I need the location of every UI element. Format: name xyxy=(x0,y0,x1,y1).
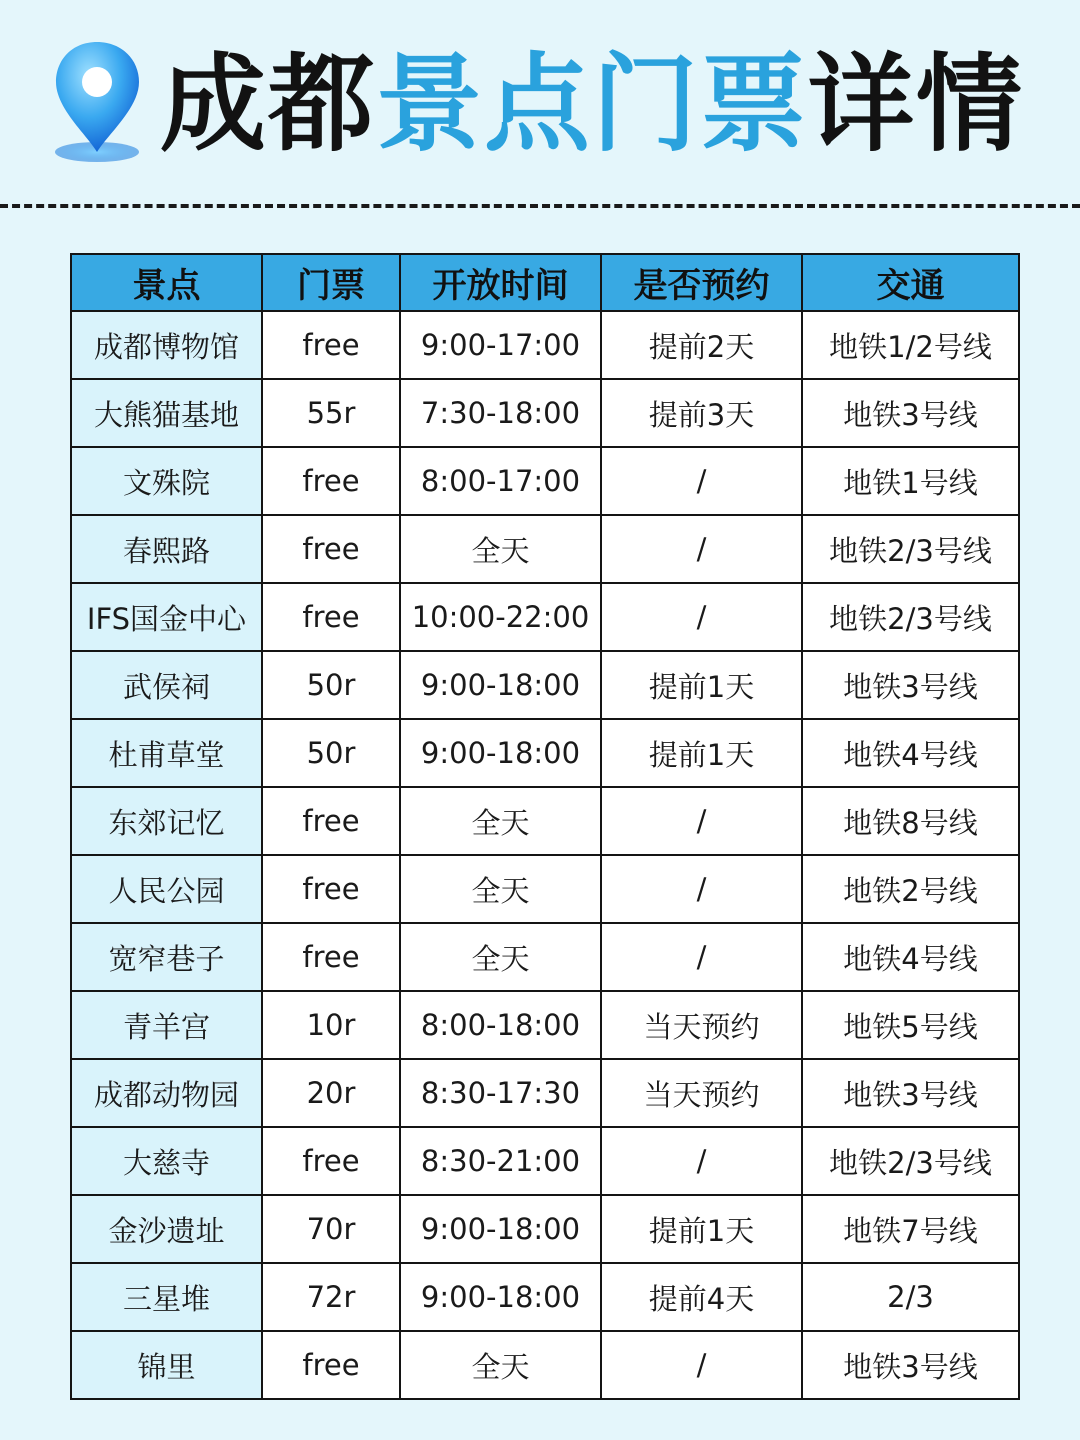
transport: 地铁3号线 xyxy=(802,651,1019,719)
ticket-price: 10r xyxy=(262,991,400,1059)
transport: 地铁4号线 xyxy=(802,719,1019,787)
ticket-price: 55r xyxy=(262,379,400,447)
opening-hours: 7:30-18:00 xyxy=(400,379,601,447)
ticket-price: 70r xyxy=(262,1195,400,1263)
transport: 地铁2/3号线 xyxy=(802,515,1019,583)
location-pin-icon xyxy=(50,38,145,168)
reservation: / xyxy=(601,855,802,923)
attraction-name: 文殊院 xyxy=(71,447,262,515)
opening-hours: 9:00-18:00 xyxy=(400,651,601,719)
dashed-divider xyxy=(0,204,1080,208)
header-ticket: 门票 xyxy=(262,254,400,311)
attraction-name: IFS国金中心 xyxy=(71,583,262,651)
reservation: / xyxy=(601,515,802,583)
title-part-city: 成都 xyxy=(160,43,376,166)
table-row xyxy=(71,1059,1019,1127)
transport: 地铁1号线 xyxy=(802,447,1019,515)
attractions-table xyxy=(70,253,1020,1400)
opening-hours: 9:00-18:00 xyxy=(400,1195,601,1263)
attraction-name: 青羊宫 xyxy=(71,991,262,1059)
reservation: 提前1天 xyxy=(601,651,802,719)
reservation: 提前1天 xyxy=(601,1195,802,1263)
table-row xyxy=(71,991,1019,1059)
ticket-price: free xyxy=(262,923,400,991)
transport: 2/3 xyxy=(802,1263,1019,1331)
opening-hours: 全天 xyxy=(400,787,601,855)
ticket-price: free xyxy=(262,515,400,583)
attraction-name: 锦里 xyxy=(71,1331,262,1399)
ticket-price: 50r xyxy=(262,719,400,787)
table-row xyxy=(71,379,1019,447)
transport: 地铁1/2号线 xyxy=(802,311,1019,379)
table-row xyxy=(71,447,1019,515)
reservation: / xyxy=(601,923,802,991)
reservation: 当天预约 xyxy=(601,991,802,1059)
reservation: / xyxy=(601,447,802,515)
ticket-price: free xyxy=(262,583,400,651)
opening-hours: 9:00-17:00 xyxy=(400,311,601,379)
attraction-name: 成都动物园 xyxy=(71,1059,262,1127)
table-row xyxy=(71,1331,1019,1399)
reservation: 提前3天 xyxy=(601,379,802,447)
transport: 地铁2号线 xyxy=(802,855,1019,923)
table-row xyxy=(71,1263,1019,1331)
attraction-name: 武侯祠 xyxy=(71,651,262,719)
reservation: / xyxy=(601,1127,802,1195)
transport: 地铁4号线 xyxy=(802,923,1019,991)
ticket-price: free xyxy=(262,1331,400,1399)
header-transport: 交通 xyxy=(802,254,1019,311)
header-reservation: 是否预约 xyxy=(601,254,802,311)
reservation: 提前2天 xyxy=(601,311,802,379)
table-row xyxy=(71,1127,1019,1195)
attraction-name: 大熊猫基地 xyxy=(71,379,262,447)
attraction-name: 成都博物馆 xyxy=(71,311,262,379)
transport: 地铁7号线 xyxy=(802,1195,1019,1263)
attraction-name: 三星堆 xyxy=(71,1263,262,1331)
table-row xyxy=(71,787,1019,855)
attraction-name: 杜甫草堂 xyxy=(71,719,262,787)
ticket-price: 50r xyxy=(262,651,400,719)
ticket-price: 72r xyxy=(262,1263,400,1331)
attraction-name: 春熙路 xyxy=(71,515,262,583)
opening-hours: 全天 xyxy=(400,923,601,991)
ticket-price: free xyxy=(262,1127,400,1195)
reservation: / xyxy=(601,787,802,855)
ticket-price: free xyxy=(262,447,400,515)
table-row xyxy=(71,583,1019,651)
table-row xyxy=(71,651,1019,719)
reservation: / xyxy=(601,1331,802,1399)
header-opening-hours: 开放时间 xyxy=(400,254,601,311)
ticket-price: 20r xyxy=(262,1059,400,1127)
attraction-name: 金沙遗址 xyxy=(71,1195,262,1263)
ticket-price: free xyxy=(262,787,400,855)
reservation: 当天预约 xyxy=(601,1059,802,1127)
page-header xyxy=(0,0,1080,205)
attraction-name: 宽窄巷子 xyxy=(71,923,262,991)
header-attraction: 景点 xyxy=(71,254,262,311)
ticket-price: free xyxy=(262,855,400,923)
opening-hours: 全天 xyxy=(400,855,601,923)
transport: 地铁2/3号线 xyxy=(802,583,1019,651)
reservation: 提前1天 xyxy=(601,719,802,787)
table-header-row xyxy=(71,254,1019,311)
table-row xyxy=(71,923,1019,991)
opening-hours: 8:00-17:00 xyxy=(400,447,601,515)
table-row xyxy=(71,855,1019,923)
title-part-highlight: 景点门票 xyxy=(376,43,808,166)
transport: 地铁2/3号线 xyxy=(802,1127,1019,1195)
page-title xyxy=(160,40,1024,170)
ticket-price: free xyxy=(262,311,400,379)
reservation: 提前4天 xyxy=(601,1263,802,1331)
table-row xyxy=(71,515,1019,583)
reservation: / xyxy=(601,583,802,651)
opening-hours: 9:00-18:00 xyxy=(400,1263,601,1331)
opening-hours: 全天 xyxy=(400,515,601,583)
attraction-name: 人民公园 xyxy=(71,855,262,923)
opening-hours: 8:30-17:30 xyxy=(400,1059,601,1127)
table-row xyxy=(71,311,1019,379)
transport: 地铁3号线 xyxy=(802,1331,1019,1399)
transport: 地铁8号线 xyxy=(802,787,1019,855)
opening-hours: 全天 xyxy=(400,1331,601,1399)
opening-hours: 10:00-22:00 xyxy=(400,583,601,651)
table-row xyxy=(71,1195,1019,1263)
title-part-details: 详情 xyxy=(808,43,1024,166)
opening-hours: 8:30-21:00 xyxy=(400,1127,601,1195)
opening-hours: 8:00-18:00 xyxy=(400,991,601,1059)
opening-hours: 9:00-18:00 xyxy=(400,719,601,787)
attraction-name: 东郊记忆 xyxy=(71,787,262,855)
transport: 地铁3号线 xyxy=(802,379,1019,447)
table-row xyxy=(71,719,1019,787)
transport: 地铁5号线 xyxy=(802,991,1019,1059)
attraction-name: 大慈寺 xyxy=(71,1127,262,1195)
transport: 地铁3号线 xyxy=(802,1059,1019,1127)
